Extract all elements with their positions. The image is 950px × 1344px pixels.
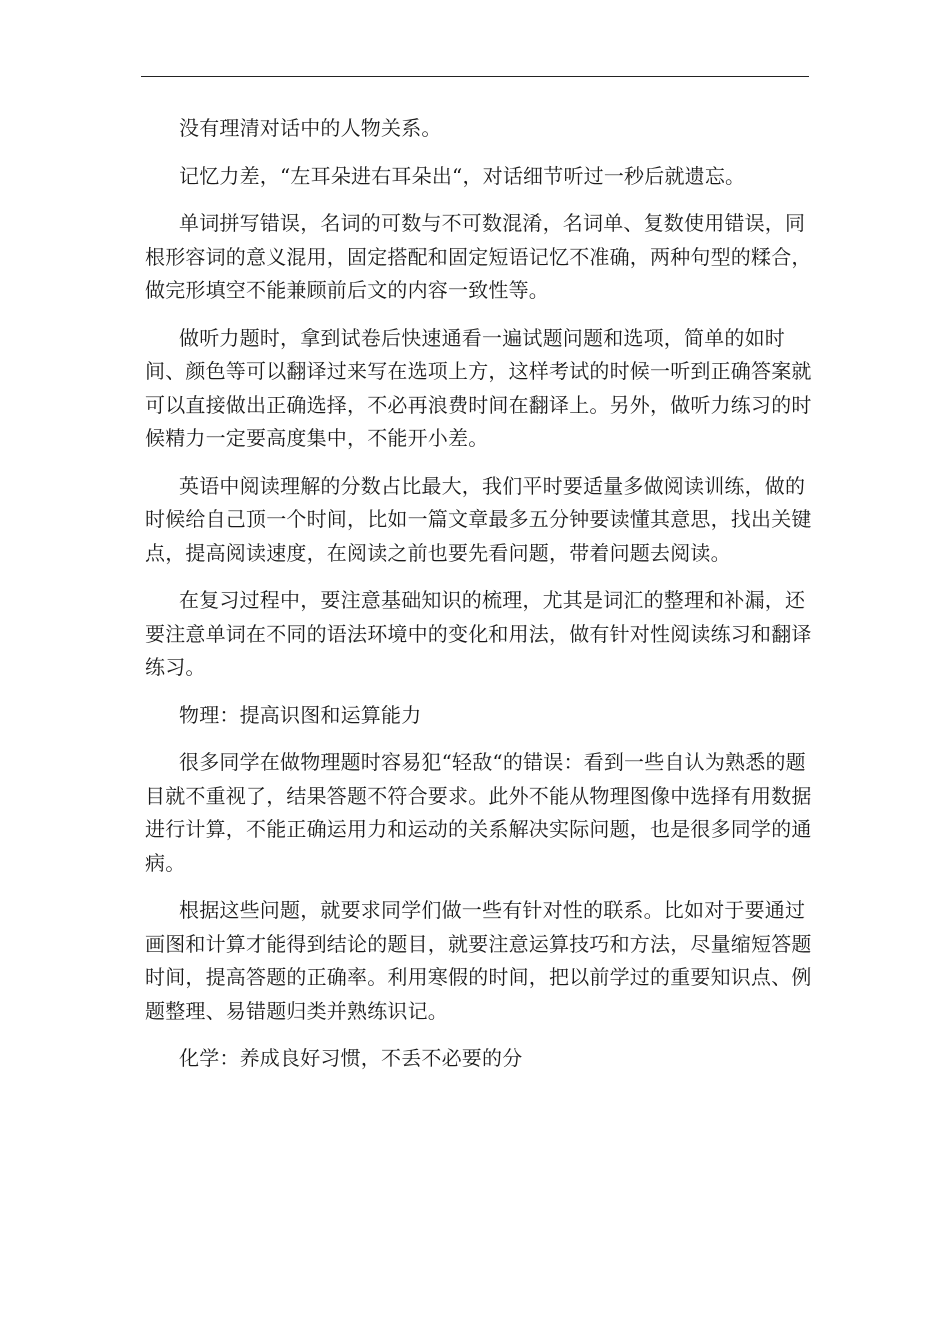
section-heading-physics: 物理：提高识图和运算能力 (179, 702, 422, 727)
paragraph: 单词拼写错误，名词的可数与不可数混淆，名词单、复数使用错误，同根形容词的意义混用，固定搭配和固定短语记忆不准确，两种句型的糅合，做完形填空不能兼顾前后文的内容一致性等。 (145, 211, 812, 302)
paragraph: 记忆力差，“左耳朵进右耳朵出“，对话细节听过一秒后就遗忘。 (179, 163, 746, 188)
document-body (145, 112, 821, 1090)
paragraph: 很多同学在做物理题时容易犯“轻敌“的错误：看到一些自认为熟悉的题目就不重视了，结果答题不符合要求。此外不能从物理图像中选择有用数据进行计算，不能正确运用力和运动的关系解决实际问题，也是很多同学的通病。 (145, 750, 812, 875)
paragraph: 根据这些问题，就要求同学们做一些有针对性的联系。比如对于要通过画图和计算才能得到结论的题目，就要注意运算技巧和方法，尽量缩短答题时间，提高答题的正确率。利用寒假的时间，把以前学过的重要知识点、例题整理、易错题归类并熟练识记。 (145, 898, 812, 1023)
paragraph: 英语中阅读理解的分数占比最大，我们平时要适量多做阅读训练，做的时候给自己顶一个时间，比如一篇文章最多五分钟要读懂其意思，找出关键点，提高阅读速度，在阅读之前也要先看问题，带着问题去阅读。 (145, 473, 812, 565)
paragraph: 在复习过程中，要注意基础知识的梳理，尤其是词汇的整理和补漏，还要注意单词在不同的语法环境中的变化和用法，做有针对性阅读练习和翻译练习。 (145, 588, 812, 679)
paragraph: 做听力题时，拿到试卷后快速通看一遍试题问题和选项，简单的如时间、颜色等可以翻译过来写在选项上方，这样考试的时候一听到正确答案就可以直接做出正确选择，不必再浪费时间在翻译上。另外，做听力练习的时候精力一定要高度集中，不能开小差。 (145, 325, 812, 450)
paragraph: 没有理清对话中的人物关系。 (179, 116, 442, 140)
section-heading-chemistry: 化学：养成良好习惯，不丢不必要的分 (179, 1046, 523, 1070)
header-rule (141, 76, 809, 77)
